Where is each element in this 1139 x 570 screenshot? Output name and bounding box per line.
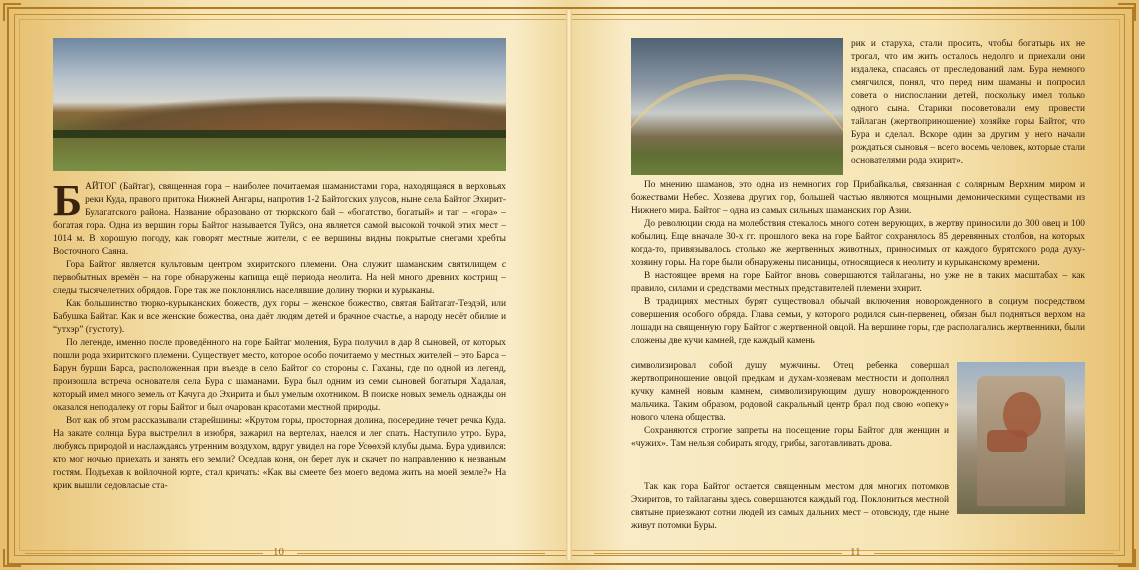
- left-page-text: [53, 176, 506, 493]
- page-number-left: 10: [273, 546, 284, 558]
- left-footer: [25, 542, 545, 566]
- paragraph: По легенде, именно после проведённого на горе Байтаг моления, Бура получил в дар 8 сыновей, от которых пошли рода эхиритского племени. Существует место, которое особо почитаемо у местных жителей – это Барса – Барун бурши Барса, расположенная при въезде в село Байтог со стороны с. Гаханы, где по одной из легенд, произошла встреча основателя села Бура с шаманами. Бура был одним из семи сыновей богатыря Хадалая, который имел много земель от Качуга до Эхирита и был умелым охотником. В поиске новых земель однажды он оказался неподалеку от горы Байтог и был очарован красотами местной природы.: [53, 338, 506, 413]
- stone-altar-photo: [957, 362, 1085, 514]
- paragraph: До революции сюда на молебствия стекалось много сотен верующих, в жертву приносили до 300 овец и 100 кобылиц. Еще вначале 30-х гг. прошлого века на горе Байтог сохранялось 85 деревянных столбов, на которых когда-то, привязывалось столько же жертвенных животных, приносимых от каждого бурятского рода духу-хозяину горы. На горе были обнаружены писаницы, относящиеся к неолиту и курыканскому времени.: [631, 219, 1085, 268]
- paragraph: символизировал собой душу мужчины. Отец ребенка совершал жертвоприношение овцой предкам и духам-хозяевам местности и дополнял кучку камней новым камнем, символизирующим душу новорожденного мальчика. Таким образом, родовой сакральный центр брал под свою «опеку» нового члена общества.: [631, 361, 949, 423]
- paragraph: Вот как об этом рассказывали старейшины: «Крутом горы, просторная долина, посередине течет речка Куда. На закате солнца Бура выстрелил в изюбря, зажарил на вертелах, наелся и лег спать. Наступило утро. Бура, любуясь природой и наслаждаясь утренним воздухом, вдруг увидел на горе Усөөхэй клубы дыма. Бура удивился: кто мог ночью приехать и занять его земли? Оседлав коня, он берет лук и скачет по направлению к незваным гостям. Подъехав к войлочной юрте, стал кричать: «Как вы смеете без моего ведома жить на моей земле?» На крик вышли седовласые ста-: [53, 416, 506, 491]
- paragraph: Гора Байтог является культовым центром эхиритского племени. Она служит шаманским святилищем с первобытных времён – на горе обнаружены капища ещё периода неолита. На ней много древних кострищ – следы тысячелетних обрядов. Горе так же поклонялись населявшие долину тюрки и курыканы.: [53, 260, 506, 296]
- drop-cap: Б: [53, 176, 83, 225]
- paragraph: По мнению шаманов, это одна из немногих гор Прибайкалья, связанная с солярным Верхним миром и божествами Небес. Хозяева других гор, большей частью являются мощными демоническими существами из Нижнего мира. Байтог – одна из самых сильных шаманских гор Азии.: [631, 180, 1085, 216]
- paragraph: АЙТОГ (Байтаг), священная гора – наиболее почитаемая шаманистами гора, находящаяся в верховьях реки Куда, правого притока Нижней Ангары, напротив 1-2 Байтогских улусов, ныне села Байтог Эхирит-Булагатского района. Название образовано от тюркского бай – «богатство, богатый» и таг – «гора» – богатая гора. Одна из вершин горы Байтог называется Туйсэ, она является самой высокой точкой этих мест – 1014 м. В хорошую погоду, как говорят местные жители, с ее вершины видны покрытые снегами хребты Восточного Саяна.: [53, 182, 506, 257]
- right-page-top-text: [851, 38, 1085, 168]
- mountain-landscape-photo: [53, 38, 506, 171]
- page-gutter: [566, 10, 572, 560]
- paragraph: В настоящее время на горе Байтог вновь совершаются тайлаганы, но уже не в таких масштабах – как правило, силами и средствами местных представителей племени эхирит.: [631, 271, 1085, 294]
- rainbow-photo: [631, 38, 843, 175]
- corner-ornament-bottom-right: [1118, 549, 1136, 567]
- paragraph: Так как гора Байтог остается священным местом для многих потомков Эхиритов, то тайлаганы здесь совершаются каждый год. Поклониться местной святыне приезжают сотни людей из самых дальних мест – отовсюду, где ныне живут потомки Буры.: [631, 482, 949, 531]
- page-number-right: 11: [850, 546, 861, 558]
- corner-ornament-bottom-left: [3, 549, 21, 567]
- corner-ornament-top-left: [3, 3, 21, 21]
- paragraph: В традициях местных бурят существовал обычай включения новорожденного в социум посредством совершения особого обряда. Глава семьи, у которого родился сын-первенец, обязан был подняться верхом на лошади на священную гору Байтог с жертвенной овцой. На вершине горы, где располагались жертвенники, были сложены две кучи камней, где каждый камень: [631, 297, 1085, 346]
- paragraph: Как большинство тюрко-курыканских божеств, дух горы – женское божество, святая Байтагат-Теэдэй, или Бабушка Байтаг. Как и все женские божества, она даёт людям детей и брачное счастье, а народу несёт обилие и “утхэр” (густоту).: [53, 299, 506, 335]
- paragraph: Сохраняются строгие запреты на посещение горы Байтог для женщин и «чужих». Там нельзя собирать ягоду, грибы, заготавливать дрова.: [631, 426, 949, 449]
- right-page-main-text: [631, 179, 1085, 348]
- right-page-wrap-text: [631, 360, 949, 451]
- corner-ornament-top-right: [1118, 3, 1136, 21]
- right-footer: [594, 542, 1114, 566]
- paragraph: рик и старуха, стали просить, чтобы богатырь их не трогал, что им жить осталось недолго и приехали они издалека, спасаясь от преследований лам. Бура немного смягчился, понял, что перед ним шаманы и попросил совета о ниспослании детей, поскольку имел только одного сына. Старики посоветовали ему провести тайлаган (жертвоприношение) хозяйке горы Байтог, что Бура и сделал. Вскоре один за другим у него начали рождаться сыновья – всего восемь человек, которые стали основателями рода эхирит».: [851, 39, 1085, 166]
- right-page-last-text: [631, 481, 949, 533]
